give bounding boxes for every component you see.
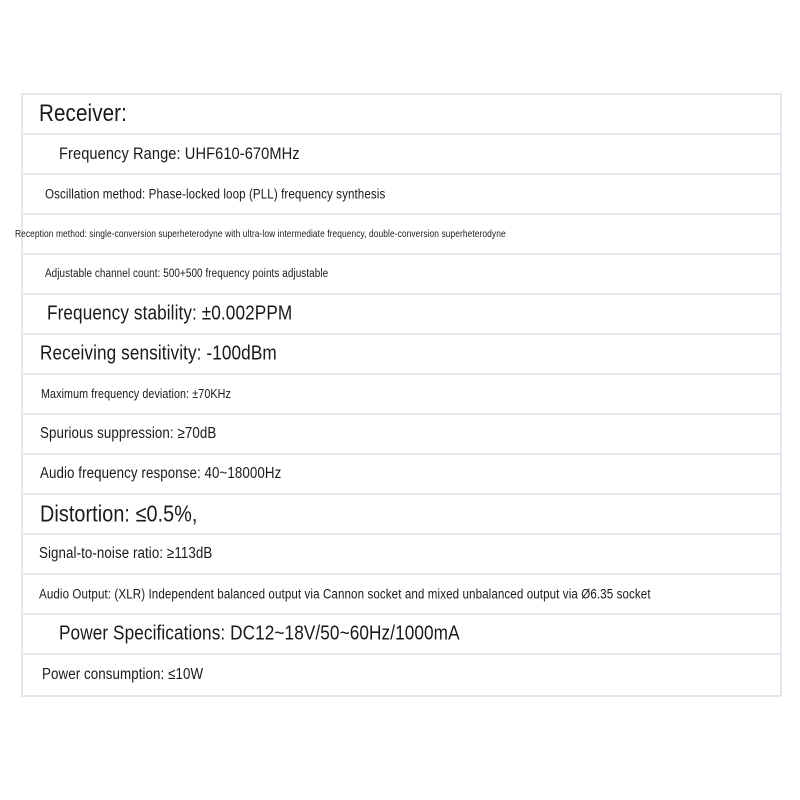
signal-to-noise-text: Signal-to-noise ratio: ≥113dB xyxy=(39,545,213,562)
receiver-heading: Receiver: xyxy=(39,100,127,127)
spec-row-receiving-sensitivity xyxy=(23,335,780,375)
spec-row-power-consumption xyxy=(23,655,780,695)
spec-row-receiver-heading xyxy=(23,95,780,135)
frequency-stability-text: Frequency stability: ±0.002PPM xyxy=(47,302,293,325)
channel-count-text: Adjustable channel count: 500+500 frequency points adjustable xyxy=(45,268,329,280)
audio-output-text: Audio Output: (XLR) Independent balanced output via Cannon socket and mixed unbalanced output via Ø6.35 socket xyxy=(39,586,651,602)
spec-row-distortion xyxy=(23,495,780,535)
receiving-sensitivity-text: Receiving sensitivity: -100dBm xyxy=(40,342,277,365)
frequency-deviation-text: Maximum frequency deviation: ±70KHz xyxy=(41,387,231,401)
spec-row-reception-method xyxy=(15,215,780,255)
distortion-text: Distortion: ≤0.5%, xyxy=(40,500,198,527)
spec-row-power-specifications xyxy=(23,615,780,655)
frequency-range-text: Frequency Range: UHF610-670MHz xyxy=(59,144,300,163)
spec-row-spurious-suppression xyxy=(23,415,780,455)
spec-row-channel-count xyxy=(23,255,780,295)
power-consumption-text: Power consumption: ≤10W xyxy=(42,666,204,683)
spec-row-audio-output xyxy=(23,575,780,615)
oscillation-method-text: Oscillation method: Phase-locked loop (PLL) frequency synthesis xyxy=(45,186,386,202)
spurious-suppression-text: Spurious suppression: ≥70dB xyxy=(40,425,217,442)
spec-row-frequency-stability xyxy=(23,295,780,335)
spec-row-signal-to-noise xyxy=(23,535,780,575)
reception-method-text: Reception method: single-conversion superheterodyne with ultra-low intermediate frequency, double-conversion superheterodyne xyxy=(15,228,506,240)
receiver-spec-table xyxy=(15,93,782,697)
spec-row-frequency-deviation xyxy=(23,375,780,415)
spec-row-oscillation-method xyxy=(23,175,780,215)
spec-row-audio-frequency-response xyxy=(23,455,780,495)
audio-frequency-response-text: Audio frequency response: 40~18000Hz xyxy=(40,465,282,482)
spec-row-frequency-range xyxy=(23,135,780,175)
power-specifications-text: Power Specifications: DC12~18V/50~60Hz/1000mA xyxy=(59,622,460,645)
